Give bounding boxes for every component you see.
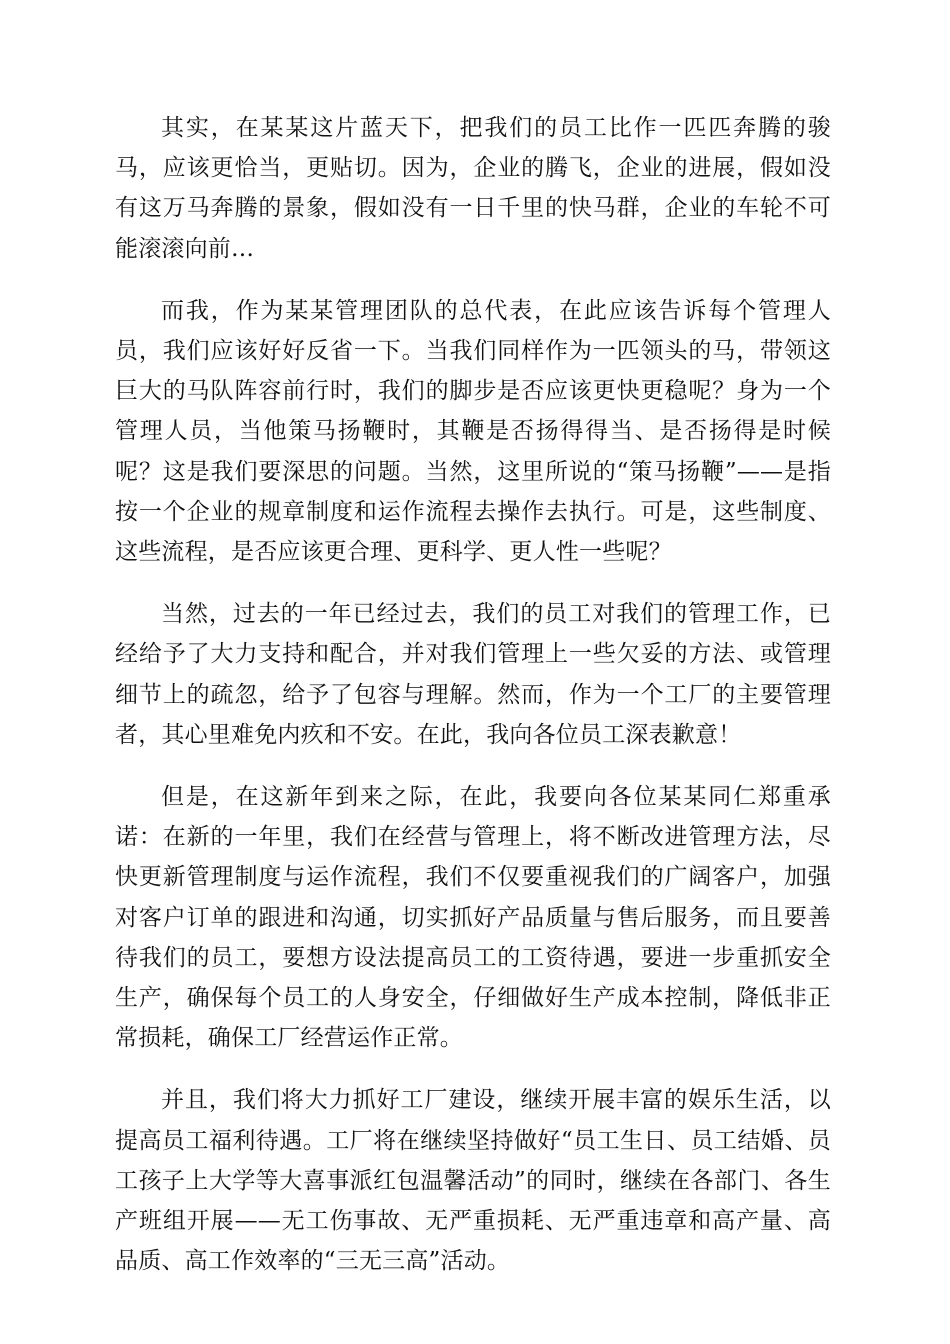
document-body <box>115 108 831 1303</box>
paragraph-3: 当然，过去的一年已经过去，我们的员工对我们的管理工作，已经给予了大力支持和配合，并对我们管理上一些欠妥的方法、或管理细节上的疏忽，给予了包容与理解。然而，作为一个工厂的主要管理者，其心里难免内疚和不安。在此，我向各位员工深表歉意！ <box>115 601 831 748</box>
paragraph-2: 而我，作为某某管理团队的总代表，在此应该告诉每个管理人员，我们应该好好反省一下。当我们同样作为一匹领头的马，带领这巨大的马队阵容前行时，我们的脚步是否应该更快更稳呢？身为一个管理人员，当他策马扬鞭时，其鞭是否扬得得当、是否扬得是时候呢？这是我们要深思的问题。当然，这里所说的“策马扬鞭”——是指按一个企业的规章制度和运作流程去操作去执行。可是，这些制度、这些流程，是否应该更合理、更科学、更人性一些呢？ <box>115 297 831 566</box>
paragraph-5: 并且，我们将大力抓好工厂建设，继续开展丰富的娱乐生活，以提高员工福利待遇。工厂将在继续坚持做好“员工生日、员工结婚、员工孩子上大学等大喜事派红包温馨活动”的同时，继续在各部门、各生产班组开展——无工伤事故、无严重损耗、无严重违章和高产量、高品质、高工作效率的“三无三高”活动。 <box>115 1087 831 1275</box>
paragraph-1: 其实，在某某这片蓝天下，把我们的员工比作一匹匹奔腾的骏马，应该更恰当，更贴切。因为，企业的腾飞，企业的进展，假如没有这万马奔腾的景象，假如没有一日千里的快马群，企业的车轮不可能滚滚向前… <box>115 115 831 262</box>
paragraph-4: 但是，在这新年到来之际，在此，我要向各位某某同仁郑重承诺：在新的一年里，我们在经营与管理上，将不断改进管理方法，尽快更新管理制度与运作流程，我们不仅要重视我们的广阔客户，加强对客户订单的跟进和沟通，切实抓好产品质量与售后服务，而且要善待我们的员工，要想方设法提高员工的工资待遇，要进一步重抓安全生产，确保每个员工的人身安全，仔细做好生产成本控制，降低非正常损耗，确保工厂经营运作正常。 <box>115 784 831 1052</box>
